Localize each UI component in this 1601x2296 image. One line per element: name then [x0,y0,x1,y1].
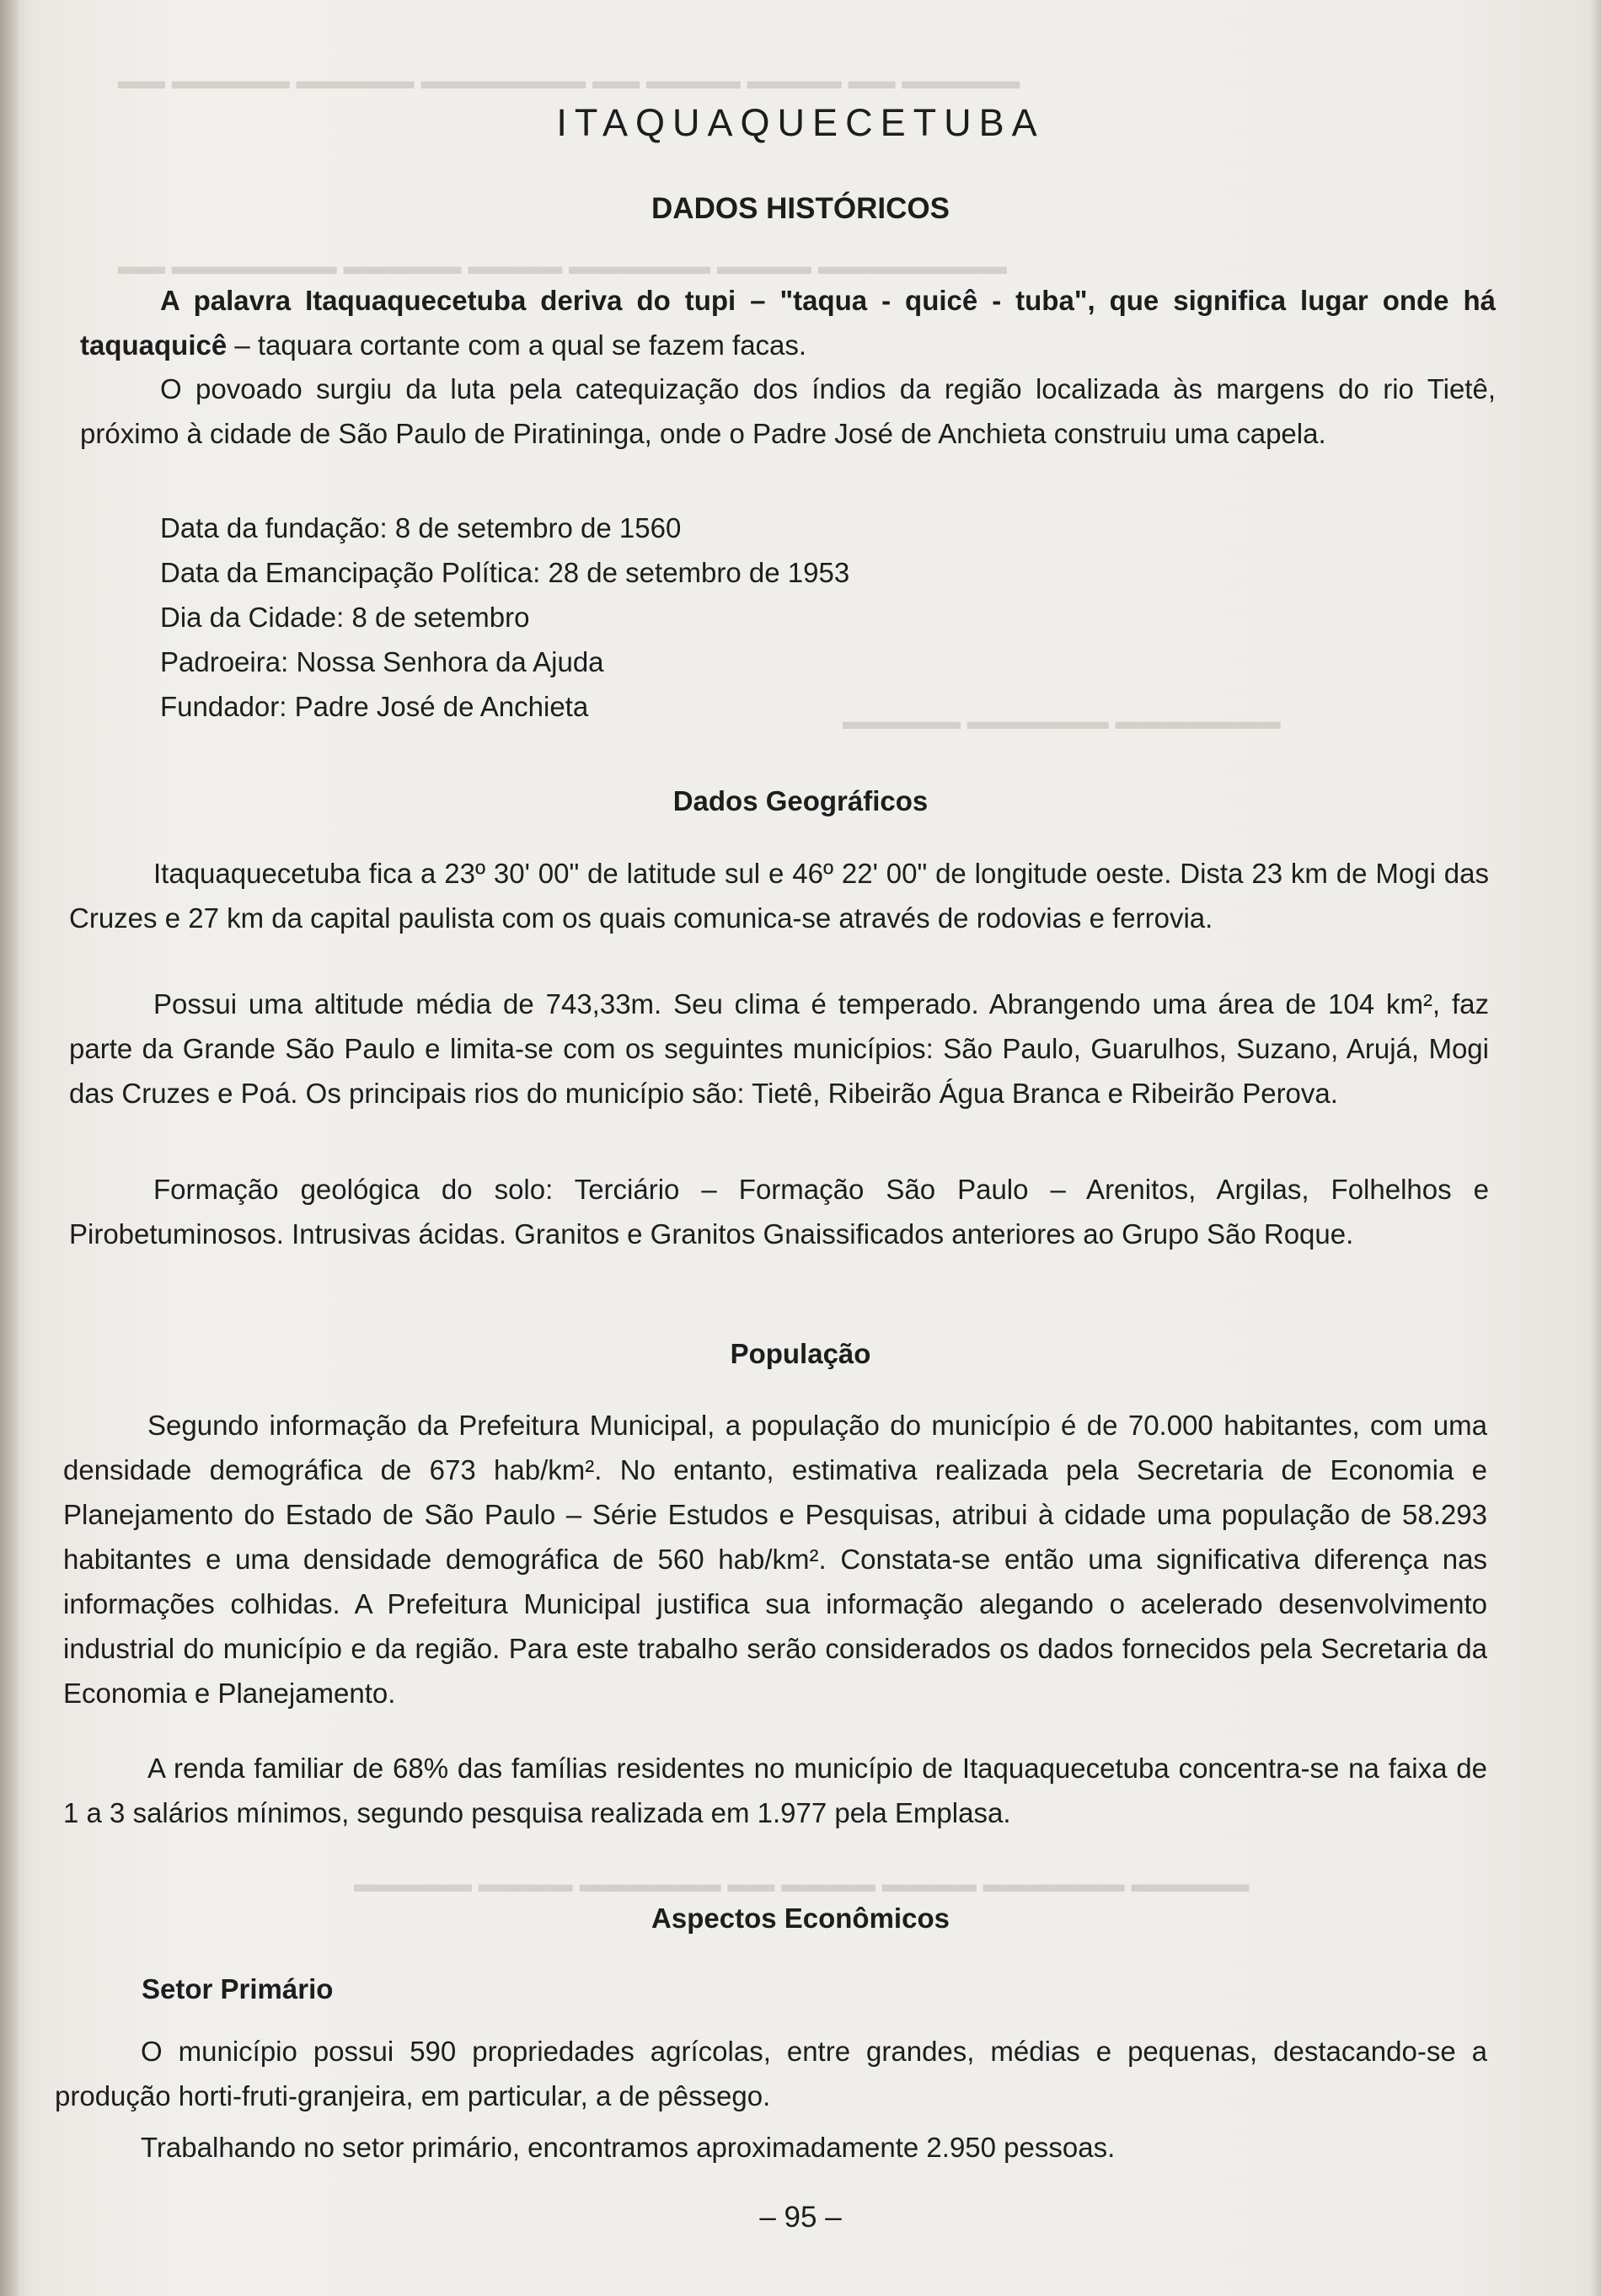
page-title: ITAQUAQUECETUBA [556,101,1045,144]
fact-fundador: Fundador: Padre José de Anchieta [160,691,589,722]
fact-padroeira: Padroeira: Nossa Senhora da Ajuda [160,646,604,677]
founding-facts-list [160,506,849,729]
section-heading-aspectos-economicos: Aspectos Econômicos [651,1903,950,1934]
binding-shadow [0,0,19,2296]
geograficos-paragraph-1: Itaquaquecetuba fica a 23º 30' 00" de latitude sul e 46º 22' 00" de longitude oeste. Dista 23 km de Mogi das Cruzes e 27 km da capital paulista com os quais comunica-se através de rodovias e ferrovia. [69,858,1489,934]
show-through-texture: ▬▬▬▬▬ ▬▬ ▬▬▬▬ ▬▬▬▬ ▬▬ ▬▬▬▬▬▬▬ ▬▬▬▬▬ ▬▬▬▬▬ ▬▬ [118,67,1020,94]
show-through-texture: ▬▬▬▬▬▬▬▬ ▬▬▬▬ ▬▬▬▬▬▬ ▬▬▬▬ ▬▬▬▬▬ ▬▬▬▬▬▬▬ ▬▬ [118,253,1007,279]
historicos-paragraph-1-lead: A palavra Itaquaquecetuba deriva do tupi – "taqua - quicê - tuba", que significa lugar onde há taquaquicê [80,285,1496,361]
geograficos-paragraph-2: Possui uma altitude média de 743,33m. Seu clima é temperado. Abrangendo uma área de 104 km², faz parte da Grande São Paulo e limita-se com os seguintes municípios: São Paulo, Guarulhos, Suzano, Arujá, Mogi das Cruzes e Poá. Os principais rios do município são: Tietê, Ribeirão Água Branca e Ribeirão Perova. [69,988,1489,1109]
populacao-paragraph-1: Segundo informação da Prefeitura Municipal, a população do município é de 70.000 habitantes, com uma densidade demográfica de 673 hab/km². No entanto, estimativa realizada pela Secretaria de Economia e Planejamento do Estado de São Paulo – Série Estudos e Pesquisas, atribui à cidade uma população de 58.293 habitantes e uma densidade demográfica de 560 hab/km². Constata-se então uma significativa diferença nas informações colhidas. A Prefeitura Municipal justifica sua informação alegando o acelerado desenvolvimento industrial do município e da região. Para este trabalho serão considerados os dados fornecidos pela Secretaria da Economia e Planejamento. [63,1410,1487,1709]
page-edge [1589,0,1601,2296]
section-heading-dados-geograficos: Dados Geográficos [672,785,929,816]
geograficos-paragraph-3: Formação geológica do solo: Terciário – Formação São Paulo – Arenitos, Argilas, Folhelhos e Pirobetuminosos. Intrusivas ácidas. Granitos e Granitos Gnaissificados anteriores ao Grupo São Roque. [69,1174,1489,1250]
section-heading-populacao: População [730,1338,871,1369]
section-heading-dados-historicos: DADOS HISTÓRICOS [651,192,950,225]
populacao-paragraph-2: A renda familiar de 68% das famílias residentes no município de Itaquaquecetuba concentra-se na faixa de 1 a 3 salários mínimos, segundo pesquisa realizada em 1.977 pela Emplasa. [63,1753,1487,1828]
economicos-paragraph-1: O município possui 590 propriedades agrícolas, entre grandes, médias e pequenas, destacando-se a produção horti-fruti-granjeira, em particular, a de pêssego. [55,2036,1487,2111]
fact-emancipacao: Data da Emancipação Política: 28 de setembro de 1953 [160,557,850,588]
page-number: – 95 – [759,2201,842,2234]
historicos-paragraph-1-rest: – taquara cortante com a qual se fazem facas. [227,329,807,361]
subsection-heading-setor-primario: Setor Primário [142,1973,334,2004]
historicos-paragraph-2: O povoado surgiu da luta pela catequização dos índios da região localizada às margens do rio Tietê, próximo à cidade de São Paulo de Piratininga, onde o Padre José de Anchieta construiu uma capela. [80,373,1496,449]
economicos-paragraph-2: Trabalhando no setor primário, encontramos aproximadamente 2.950 pessoas. [141,2132,1116,2163]
show-through-texture: ▬▬▬▬▬ ▬▬▬▬▬▬ ▬▬▬▬ ▬▬▬▬ ▬▬ ▬▬▬▬▬▬ ▬▬▬▬ ▬▬▬▬▬ [354,1871,1250,1897]
historicos-paragraph-1 [80,278,1496,367]
fact-dia-da-cidade: Dia da Cidade: 8 de setembro [160,602,530,633]
show-through-texture: ▬▬▬▬▬▬▬ ▬▬▬▬▬▬ ▬▬▬▬▬ [843,708,1281,734]
fact-fundacao: Data da fundação: 8 de setembro de 1560 [160,512,682,543]
